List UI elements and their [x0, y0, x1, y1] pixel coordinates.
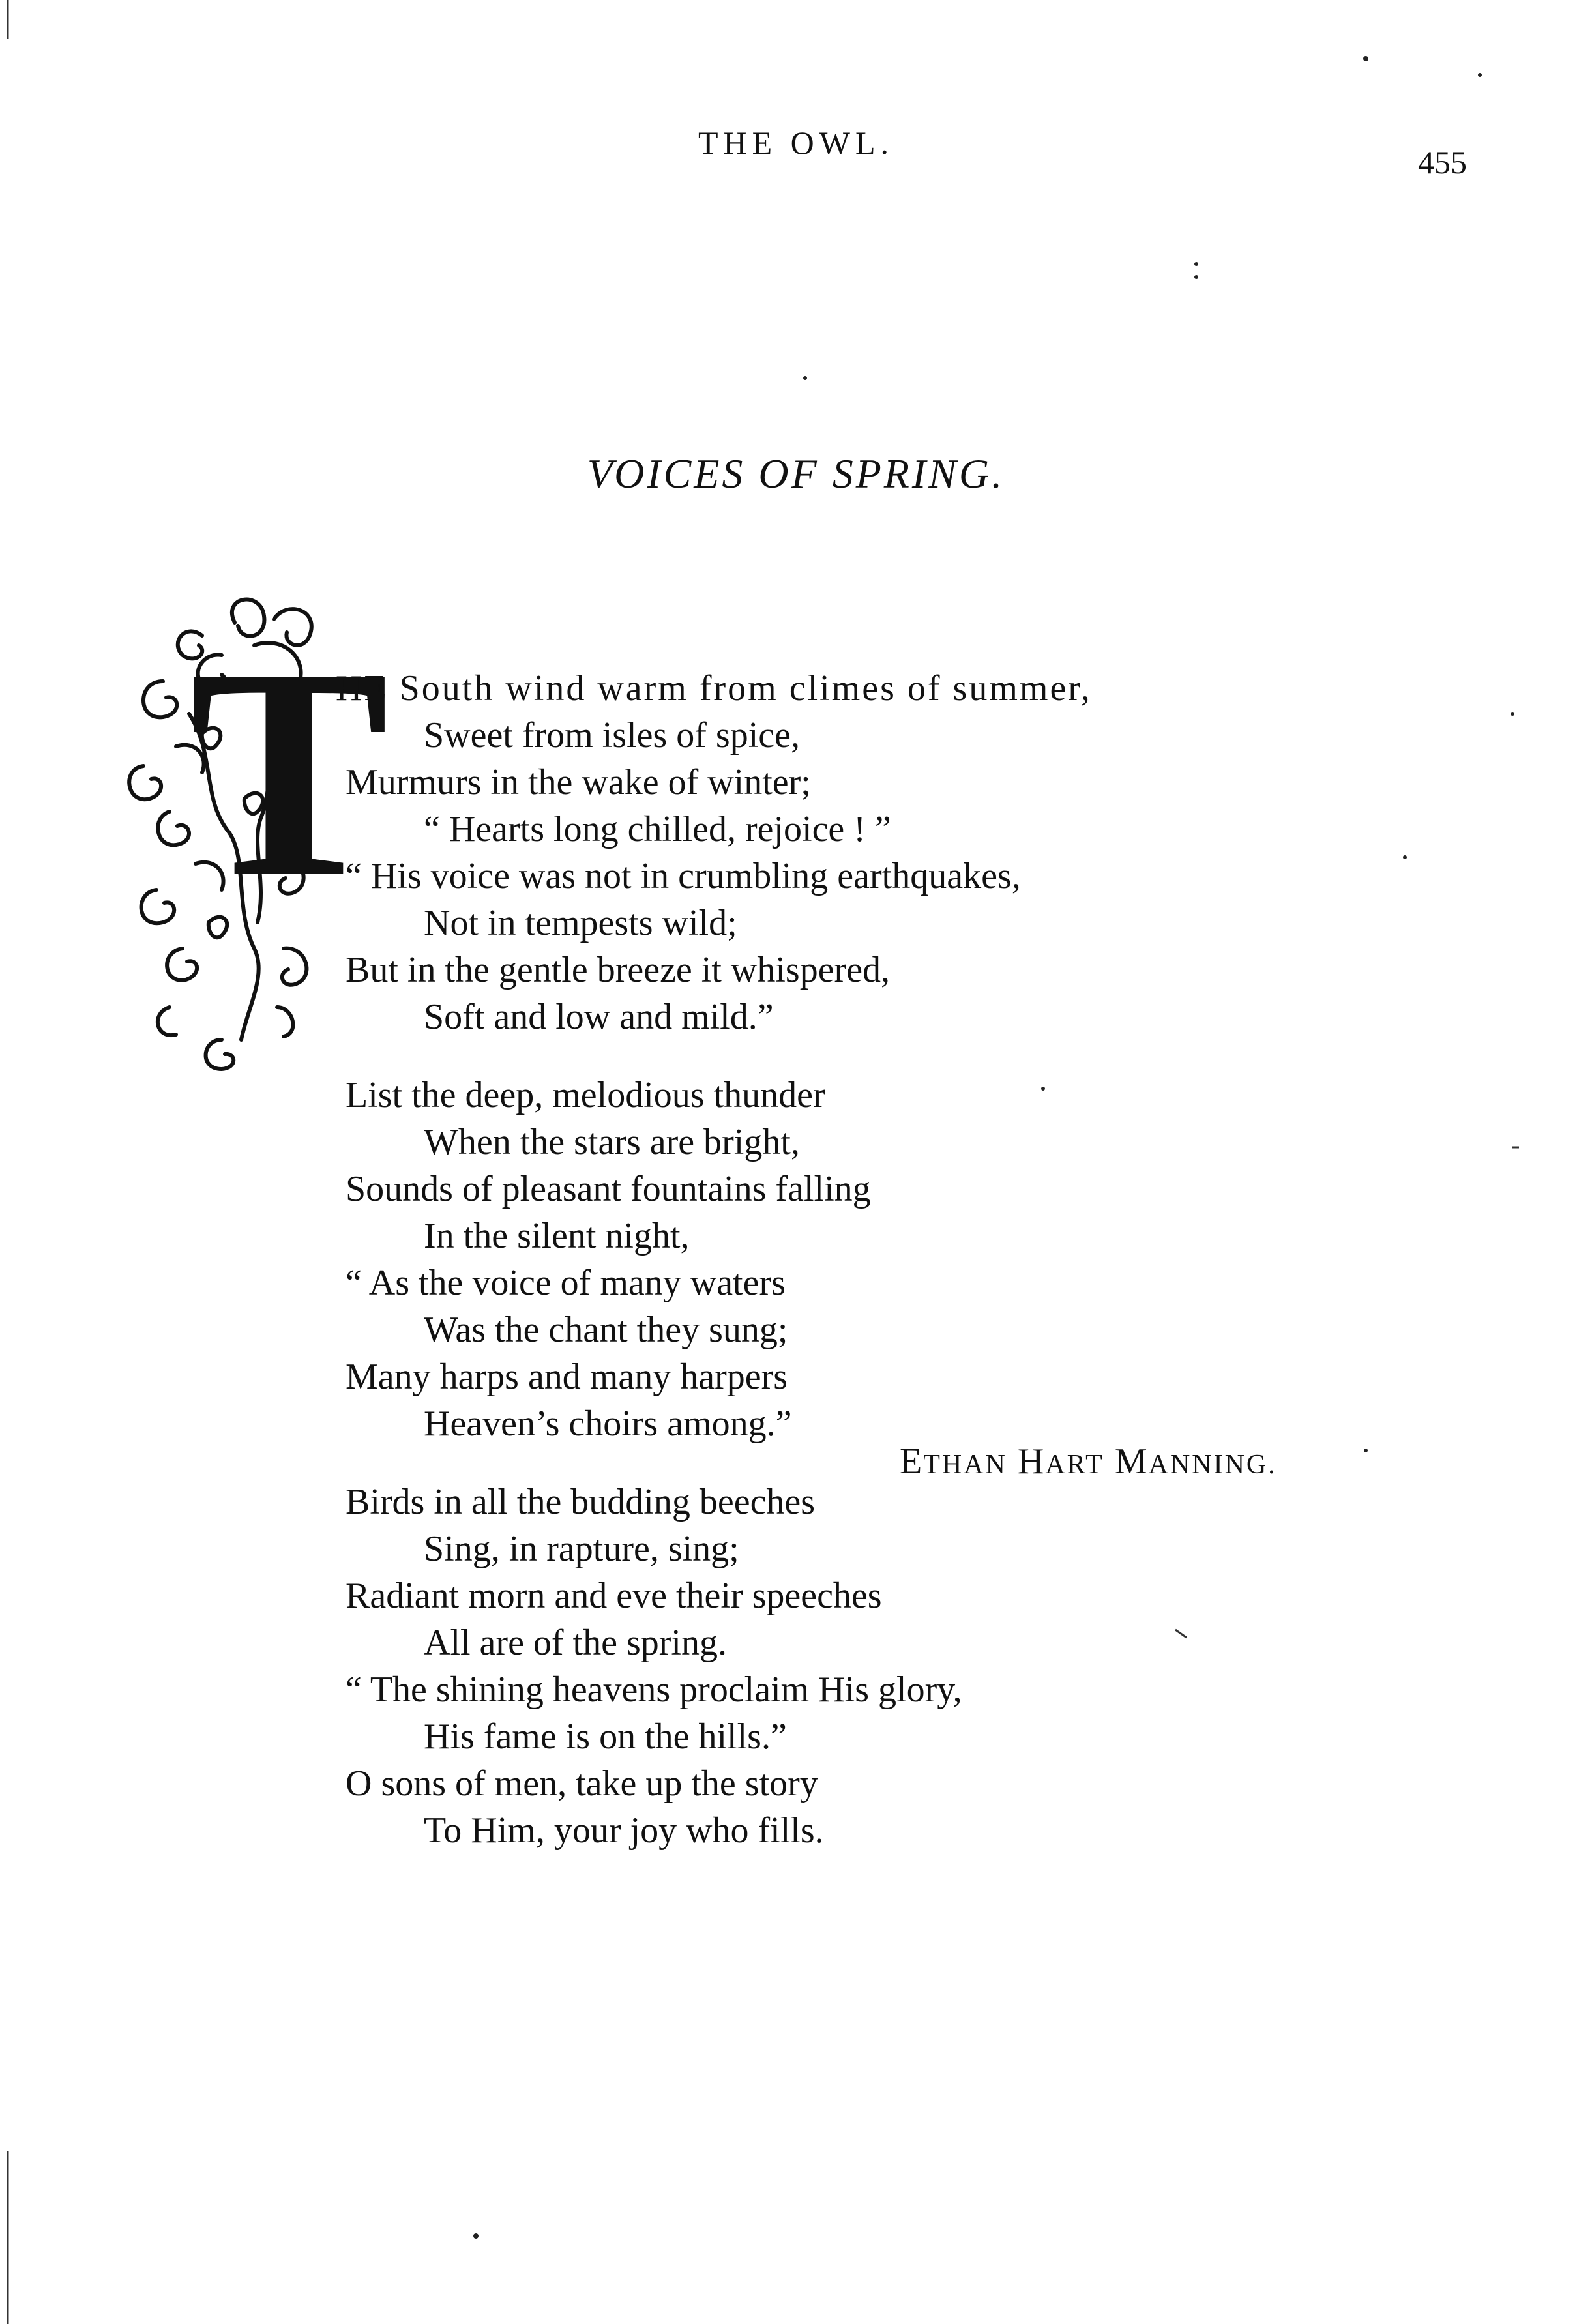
- poem-title: VOICES OF SPRING.: [587, 450, 1005, 497]
- poem-line: List the deep, melodious thunder: [346, 1075, 825, 1115]
- author-smallcaps: ART: [1045, 1450, 1104, 1480]
- author-initial: M: [1114, 1441, 1149, 1482]
- author-signature: [900, 1441, 1356, 1482]
- poem-line: “ The shining heavens proclaim His glory,: [346, 1669, 962, 1710]
- author-initial: E: [900, 1441, 924, 1482]
- author-initial: H: [1017, 1441, 1046, 1482]
- poem-line: All are of the spring.: [424, 1623, 727, 1663]
- poem-line: When the stars are bright,: [424, 1122, 800, 1162]
- poem-line: HE South wind warm from climes of summer,: [336, 668, 1092, 709]
- poem-body: [336, 665, 1323, 1854]
- poem-line: His fame is on the hills.”: [424, 1716, 787, 1757]
- poem-line: Not in tempests wild;: [424, 903, 737, 943]
- poem-line: Sounds of pleasant fountains falling: [346, 1169, 871, 1209]
- drop-cap-letter: T: [189, 606, 389, 939]
- running-head: THE OWL.: [698, 125, 894, 161]
- poem-line: Sing, in rapture, sing;: [424, 1529, 739, 1569]
- stanza-2: [346, 1072, 1323, 1447]
- poem-line: In the silent night,: [424, 1216, 690, 1256]
- poem-line: But in the gentle breeze it whispered,: [346, 950, 891, 990]
- page-number: 455: [1418, 144, 1467, 181]
- poem-line: Radiant morn and eve their speeches: [346, 1576, 882, 1616]
- poem-line: Murmurs in the wake of winter;: [346, 762, 811, 802]
- poem-line: To Him, your joy who fills.: [424, 1810, 824, 1851]
- poem-line: “ His voice was not in crumbling earthquakes,: [346, 856, 1021, 896]
- author-smallcaps: THAN: [923, 1450, 1007, 1480]
- poem-line: Soft and low and mild.”: [424, 997, 774, 1037]
- poem-line: O sons of men, take up the story: [346, 1763, 818, 1804]
- stanza-3: [346, 1478, 1323, 1854]
- poem-line: Birds in all the budding beeches: [346, 1482, 816, 1522]
- poem-line: Many harps and many harpers: [346, 1357, 788, 1397]
- stanza-1: [336, 665, 1323, 1040]
- ornamental-drop-cap: [124, 583, 389, 1079]
- poem-line: Heaven’s choirs among.”: [424, 1404, 792, 1444]
- poem-line: Was the chant they sung;: [424, 1310, 788, 1350]
- author-smallcaps: ANNING.: [1148, 1450, 1277, 1480]
- poem-line: “ As the voice of many waters: [346, 1263, 786, 1303]
- poem-line: “ Hearts long chilled, rejoice ! ”: [424, 809, 891, 849]
- poem-line: Sweet from isles of spice,: [424, 715, 800, 756]
